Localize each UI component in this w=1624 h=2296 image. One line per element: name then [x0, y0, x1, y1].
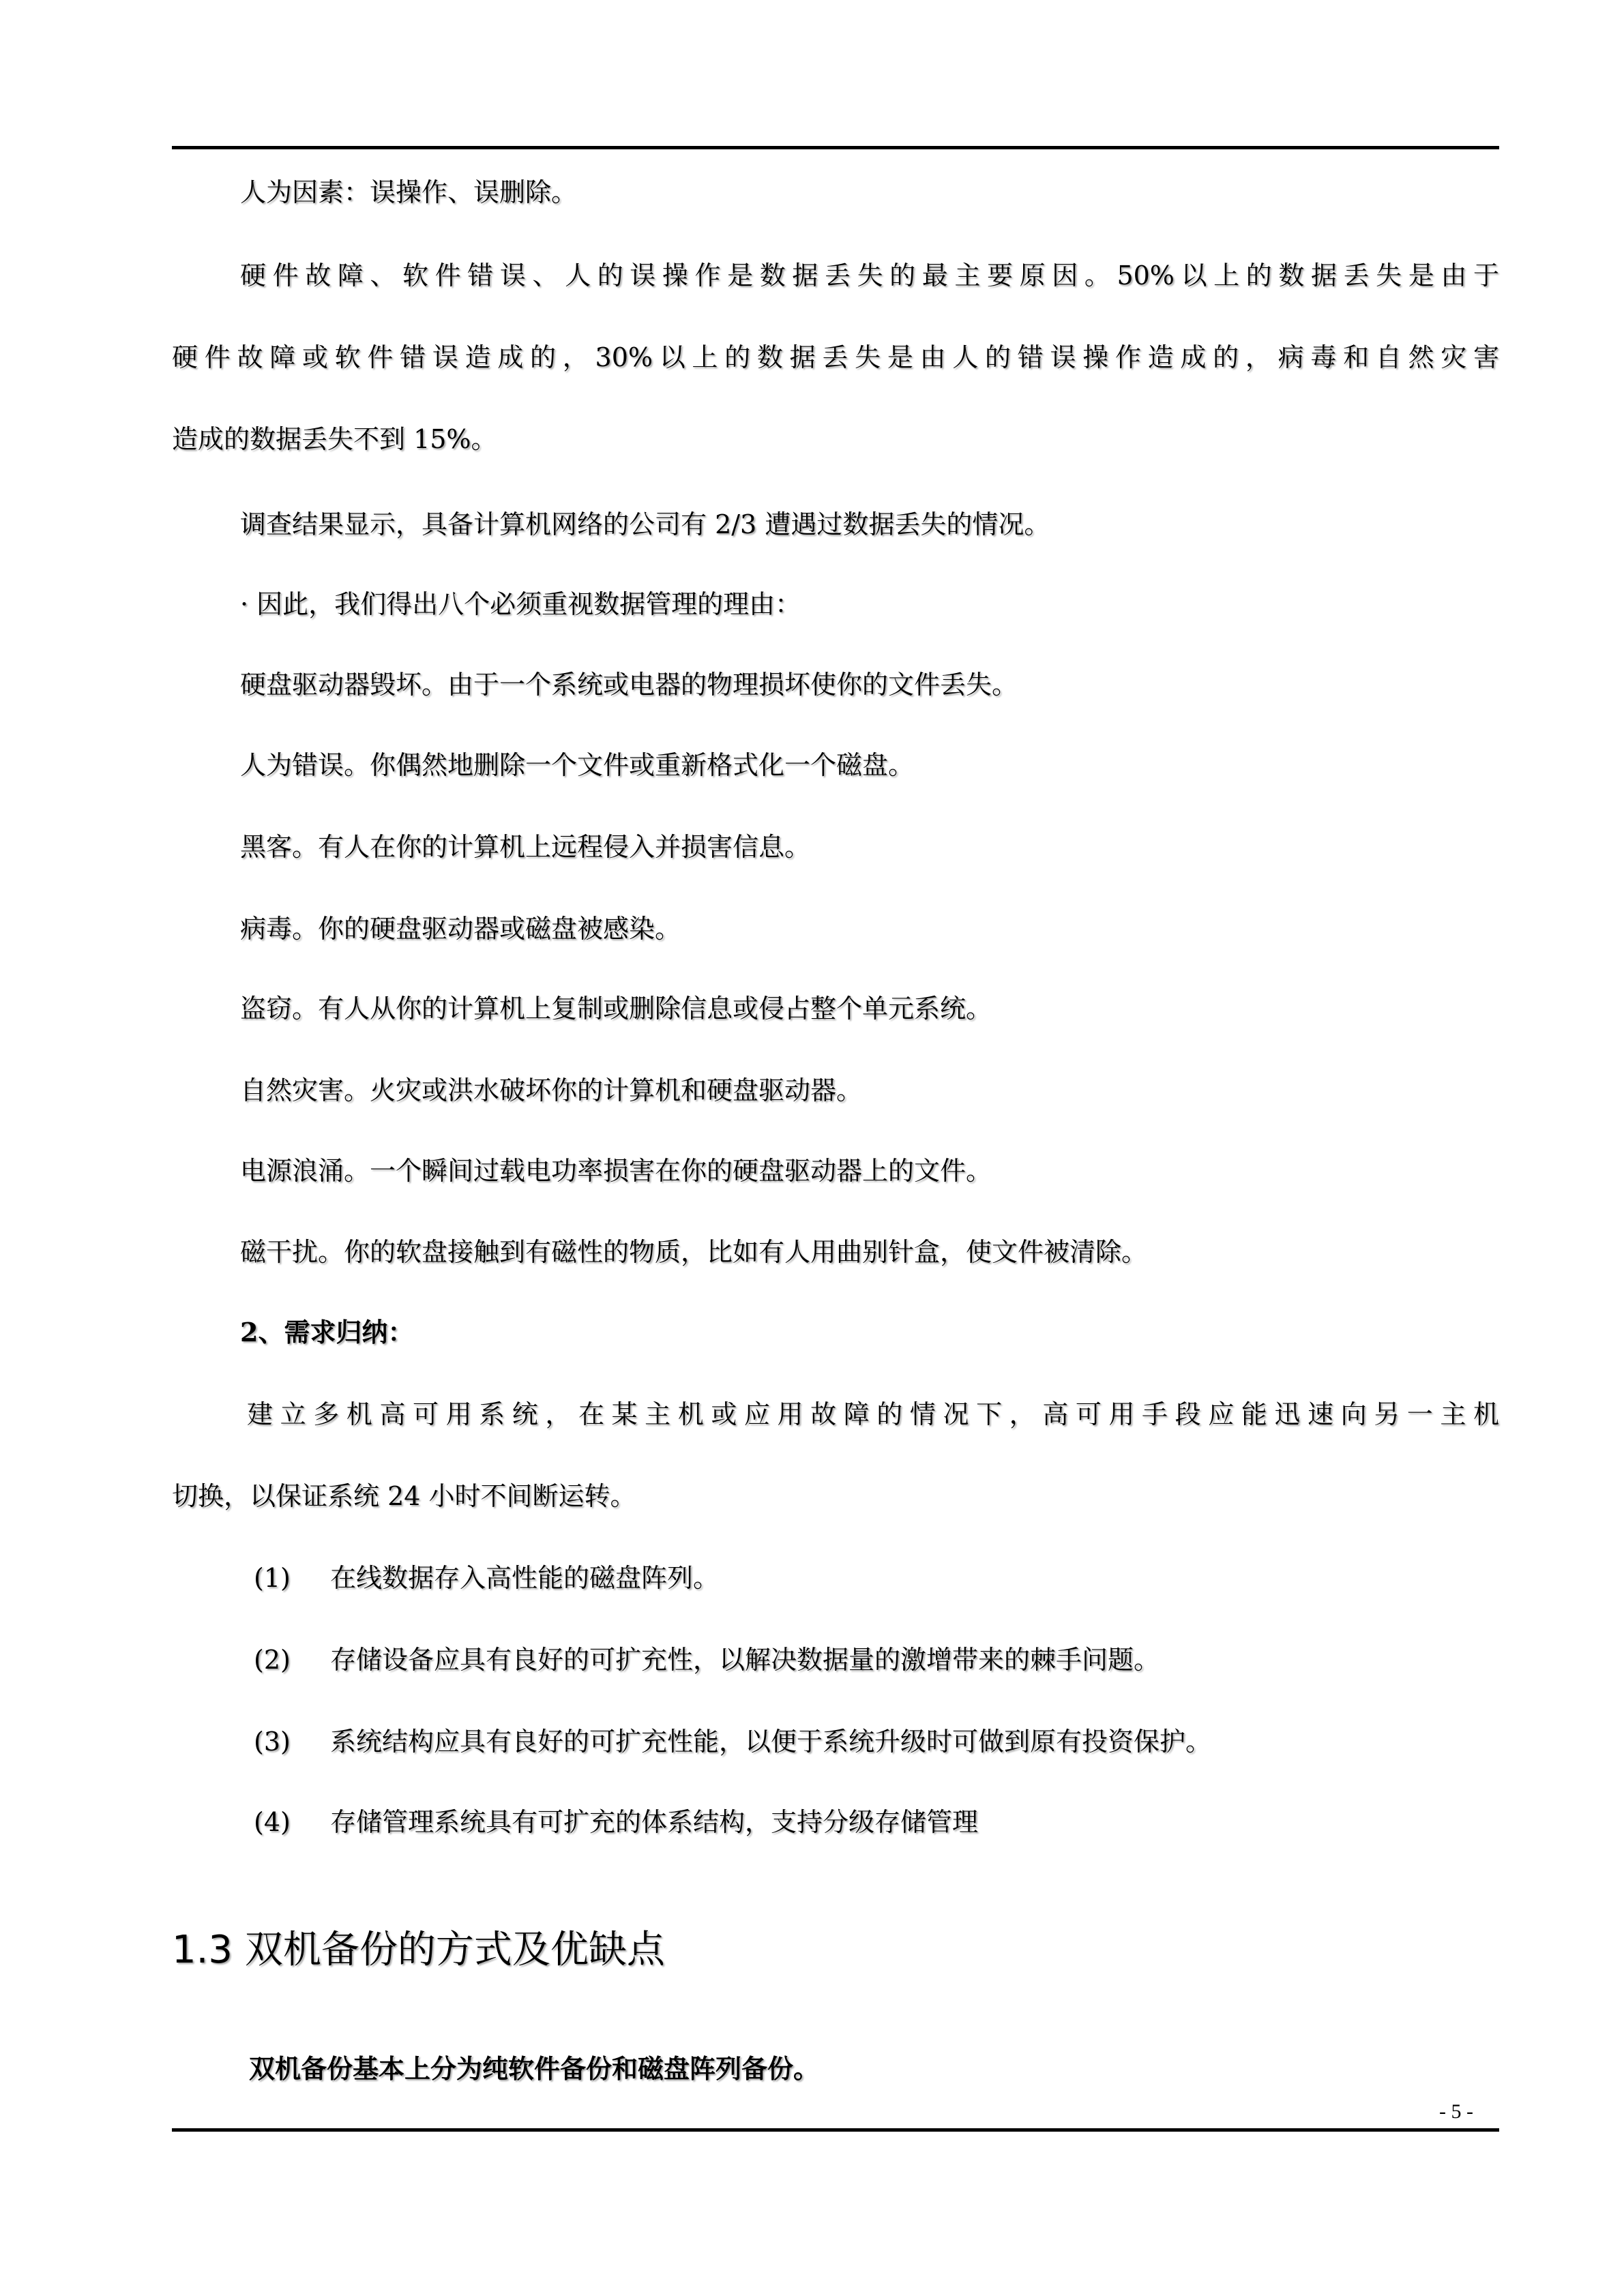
list-number: (3): [254, 1727, 291, 1757]
paragraph-survey: 调查结果显示，具备计算机网络的公司有 2/3 遭遇过数据丢失的情况。: [240, 509, 1050, 539]
requirement-text: 存储设备应具有良好的可扩充性，以解决数据量的激增带来的棘手问题。: [330, 1645, 1160, 1675]
section-heading-1-3: 1.3 双机备份的方式及优缺点: [172, 1928, 665, 1972]
paragraph-human-factors: 人为因素：误操作、误删除。: [240, 177, 578, 207]
reason-item: 磁干扰。你的软盘接触到有磁性的物质，比如有人用曲别针盒，使文件被清除。: [240, 1237, 1148, 1267]
requirement-item: [254, 1806, 1581, 1838]
reason-item: 自然灾害。火灾或洪水破坏你的计算机和硬盘驱动器。: [240, 1075, 863, 1105]
paragraph-causes-line-2: 硬件故障或软件错误造成的，30%以上的数据丢失是由人的错误操作造成的，病毒和自然灾害: [172, 342, 1499, 372]
reason-item: 黑客。有人在你的计算机上远程侵入并损害信息。: [240, 832, 811, 862]
paragraph-requirements-line-2: 切换，以保证系统 24 小时不间断运转。: [172, 1481, 636, 1511]
list-number: (1): [254, 1563, 291, 1593]
paragraph-eight-reasons-intro: · 因此，我们得出八个必须重视数据管理的理由：: [240, 589, 801, 619]
requirement-text: 在线数据存入高性能的磁盘阵列。: [330, 1563, 720, 1593]
summary-bold-text: 双机备份基本上分为纯软件备份和磁盘阵列备份。: [249, 2053, 820, 2084]
footer-rule: [172, 2128, 1499, 2132]
paragraph-causes-line-1: 硬件故障、软件错误、人的误操作是数据丢失的最主要原因。50%以上的数据丢失是由于: [240, 260, 1499, 290]
reason-item: 硬盘驱动器毁坏。由于一个系统或电器的物理损坏使你的文件丢失。: [240, 670, 1018, 700]
requirement-text: 系统结构应具有良好的可扩充性能，以便于系统升级时可做到原有投资保护。: [330, 1727, 1212, 1757]
requirement-item: [254, 1643, 1581, 1676]
header-rule: [172, 146, 1499, 149]
requirement-item: [254, 1562, 1581, 1594]
page-number: - 5 -: [1439, 2100, 1473, 2123]
requirement-text: 存储管理系统具有可扩充的体系结构，支持分级存储管理: [330, 1807, 979, 1837]
reason-item: 盗窃。有人从你的计算机上复制或删除信息或侵占整个单元系统。: [240, 994, 992, 1024]
list-number: (4): [254, 1807, 291, 1837]
list-number: (2): [254, 1645, 291, 1675]
paragraph-requirements-line-1: 建立多机高可用系统，在某主机或应用故障的情况下，高可用手段应能迅速向另一主机: [247, 1399, 1499, 1429]
paragraph-causes-line-3: 造成的数据丢失不到 15%。: [172, 424, 497, 454]
reason-item: 人为错误。你偶然地删除一个文件或重新格式化一个磁盘。: [240, 750, 915, 780]
reason-item: 电源浪涌。一个瞬间过载电功率损害在你的硬盘驱动器上的文件。: [240, 1156, 992, 1186]
requirement-item: [254, 1725, 1581, 1758]
reason-item: 病毒。你的硬盘驱动器或磁盘被感染。: [240, 914, 681, 944]
section-title-requirements: 2、需求归纳：: [240, 1317, 414, 1347]
